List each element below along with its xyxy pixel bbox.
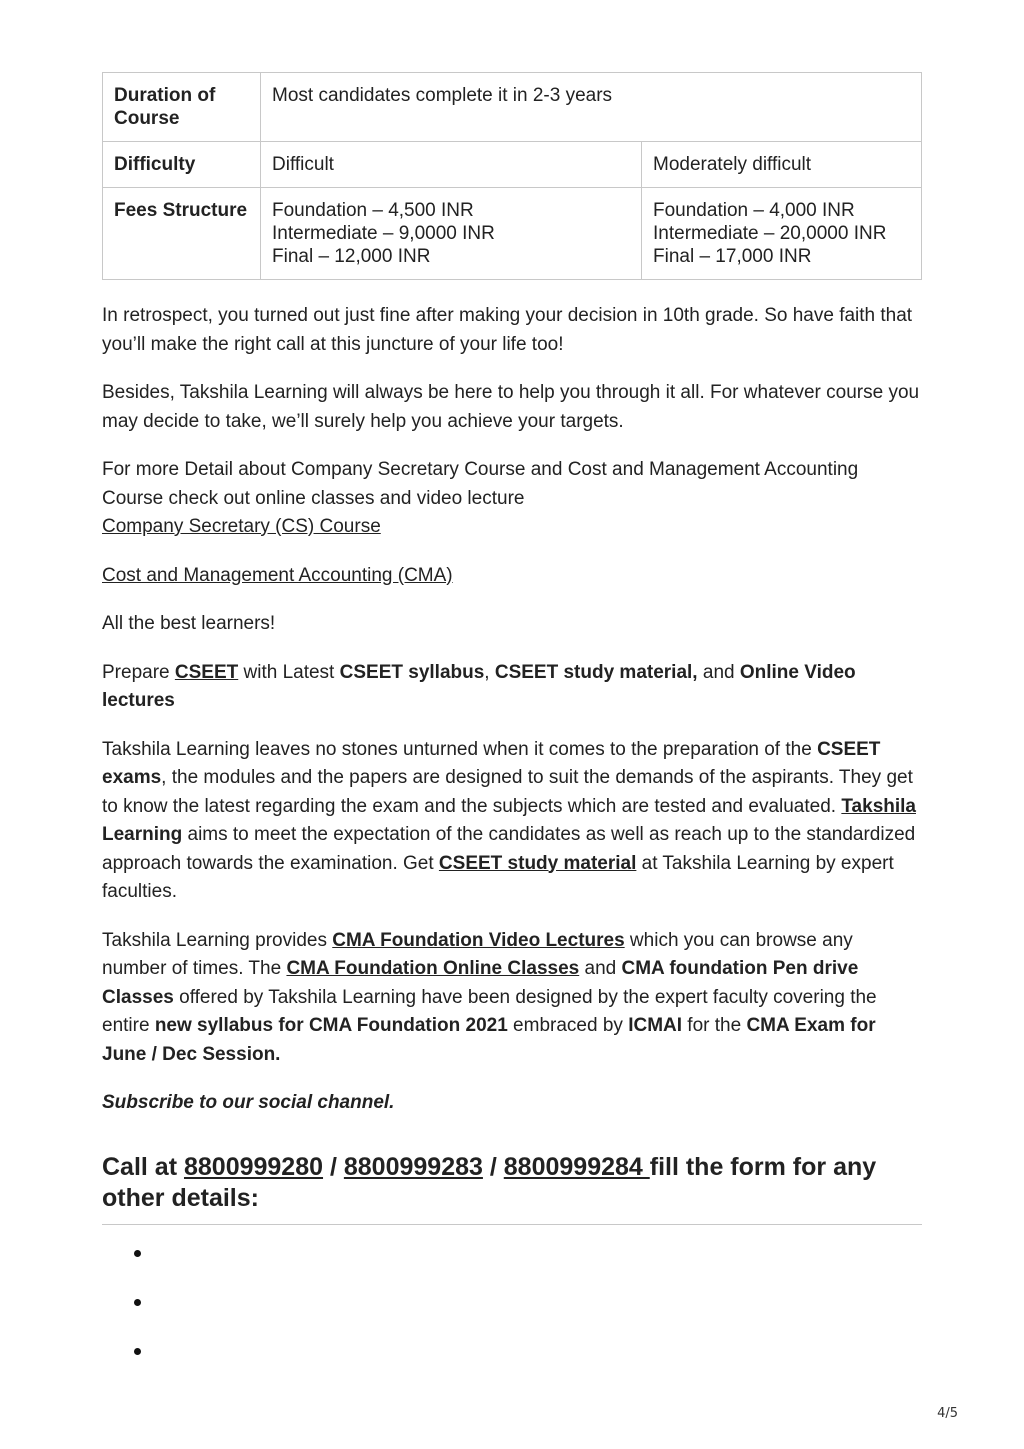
- paragraph-cma: [102, 927, 922, 1070]
- bold-text: ICMAI: [628, 1015, 683, 1036]
- bold-text: new syllabus for CMA Foundation 2021: [154, 1015, 508, 1036]
- text: Call at: [102, 1152, 184, 1181]
- cs-course-link[interactable]: Company Secretary (CS) Course: [102, 516, 381, 537]
- phone-link[interactable]: 8800999280: [183, 1152, 324, 1181]
- text: and: [697, 661, 740, 683]
- paragraph-more-detail: [102, 456, 922, 542]
- bold-text: CMA Exam for June / Dec Session.: [102, 1015, 876, 1065]
- text: fill the form for any other details:: [102, 1152, 877, 1212]
- cma-video-lectures-link[interactable]: CMA Foundation Video Lectures: [332, 929, 625, 951]
- table-cell: [642, 188, 922, 280]
- table-cell: Moderately difficult: [642, 142, 922, 188]
- bold-text: CSEET exams: [102, 738, 881, 788]
- fee-line: Foundation – 4,500 INR: [272, 200, 474, 221]
- row-header-fees: Fees Structure: [103, 188, 261, 280]
- bold-text: CMA foundation Pen drive Classes: [102, 958, 859, 1008]
- paragraph-besides: Besides, Takshila Learning will always be here to help you through it all. For whatever course you may decide to take, we’ll surely help you achieve your targets.: [102, 382, 920, 432]
- paragraph-cma-link: [102, 562, 922, 591]
- paragraph-retrospect: In retrospect, you turned out just fine after making your decision in 10th grade. So have faith that you’ll make the right call at this juncture of your life too!: [102, 305, 913, 355]
- bold-text: Learning: [102, 824, 183, 845]
- phone-link[interactable]: 8800999284: [503, 1152, 650, 1181]
- cseet-study-material-link[interactable]: CSEET study material: [438, 852, 637, 874]
- cseet-link[interactable]: CSEET: [174, 661, 239, 683]
- fee-line: Final – 12,000 INR: [272, 246, 431, 267]
- fee-line: Intermediate – 20,0000 INR: [653, 223, 887, 244]
- text: aims to meet the expectation of the candidates as well as reach up to the standardized approach towards the examination. Get: [102, 824, 916, 874]
- fee-line: Intermediate – 9,0000 INR: [272, 223, 495, 244]
- phone-link[interactable]: 8800999283: [343, 1152, 483, 1181]
- paragraph-all-best: All the best learners!: [102, 613, 276, 634]
- subscribe-text: Subscribe to our social channel.: [102, 1092, 395, 1113]
- table-cell: Most candidates complete it in 2-3 years: [261, 73, 922, 142]
- text: Takshila Learning provides: [102, 929, 333, 951]
- table-row: [103, 188, 922, 280]
- text: embraced by: [507, 1015, 629, 1036]
- takshila-link[interactable]: Takshila: [841, 795, 916, 817]
- text: for the: [682, 1015, 747, 1036]
- text: , the modules and the papers are designed to suit the demands of the aspirants. They get to know the latest regarding the exam and the subjects which are tested and evaluated.: [102, 767, 913, 817]
- more-detail-text: For more Detail about Company Secretary Course and Cost and Management Accounting Course check out online classes and video lecture: [102, 459, 859, 509]
- text: which you can browse any number of times. The: [102, 929, 853, 979]
- table-row: [103, 142, 922, 188]
- row-header-difficulty: Difficulty: [103, 142, 261, 188]
- call-heading: [102, 1152, 922, 1225]
- text: ,: [484, 661, 495, 683]
- text: /: [482, 1152, 504, 1181]
- table-cell: [261, 188, 642, 280]
- document-page: [102, 72, 922, 1386]
- list-item: [134, 1288, 922, 1337]
- text: /: [323, 1152, 344, 1181]
- bullet-icon: [134, 1348, 141, 1355]
- paragraph-subscribe: [102, 1089, 922, 1118]
- cma-online-classes-link[interactable]: CMA Foundation Online Classes: [286, 958, 580, 979]
- bold-text: Online Video lectures: [102, 661, 856, 711]
- text: with Latest: [238, 661, 340, 683]
- paragraph-takshila: [102, 736, 922, 907]
- row-header-duration: Duration of Course: [103, 73, 261, 142]
- list-item: [134, 1239, 922, 1288]
- bullet-icon: [134, 1299, 141, 1306]
- list-item: [134, 1337, 922, 1386]
- text: at Takshila Learning by expert faculties.: [102, 852, 894, 902]
- page-number: 4/5: [937, 1406, 958, 1421]
- bullet-icon: [134, 1250, 141, 1257]
- paragraph-prepare: [102, 659, 922, 716]
- comparison-table: [102, 72, 922, 280]
- text: and: [579, 958, 622, 979]
- table-cell: Difficult: [261, 142, 642, 188]
- bold-text: CSEET study material,: [494, 661, 698, 683]
- text: Takshila Learning leaves no stones unturned when it comes to the preparation of the: [102, 738, 818, 760]
- bold-text: CSEET syllabus: [339, 661, 485, 683]
- cma-course-link[interactable]: Cost and Management Accounting (CMA): [102, 564, 453, 586]
- text: offered by Takshila Learning have been designed by the expert faculty covering the entire: [102, 986, 877, 1036]
- table-row: [103, 73, 922, 142]
- text: Prepare: [102, 661, 175, 683]
- fee-line: Final – 17,000 INR: [653, 246, 812, 267]
- empty-bullet-list: [102, 1239, 922, 1386]
- fee-line: Foundation – 4,000 INR: [653, 200, 855, 221]
